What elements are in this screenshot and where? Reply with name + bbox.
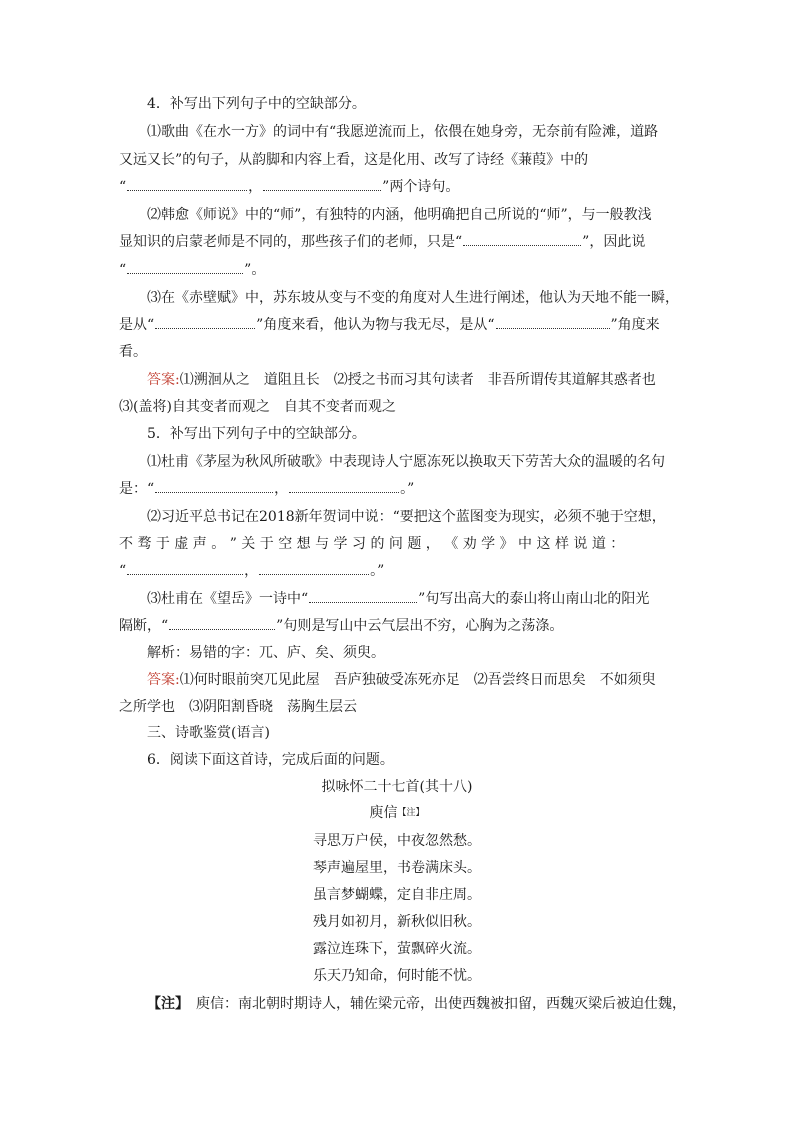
q4-p3-line2-end: ”角度来 (610, 317, 660, 333)
fill-blank[interactable] (463, 231, 581, 246)
q6-heading: 6．阅读下面这首诗，完成后面的问题。 (147, 752, 394, 768)
q5-p1-line1: ⑴杜甫《茅屋为秋风所破歌》中表现诗人宁愿冻死以换取天下劳苦大众的温暖的名句 (147, 454, 665, 470)
q4-answer-line2: ⑶(盖将)自其变者而观之 自其不变者而观之 (119, 399, 396, 415)
q4-answer-text1: ⑴溯洄从之 道阻且长 ⑵授之书而习其句读者 非吾所谓传其道解其惑者也 (179, 372, 656, 388)
poem-line: 残月如初月，新秋似旧秋。 (313, 914, 481, 930)
author-name: 庾信 (369, 805, 398, 821)
note-text: 庾信：南北朝时期诗人，辅佐梁元帝，出使西魏被扣留，西魏灭梁后被迫仕魏， (196, 996, 686, 1012)
q5-answer-text1: ⑴何时眼前突兀见此屋 吾庐独破受冻死亦足 ⑵吾尝终日而思矣 不如须臾 (179, 672, 656, 688)
fill-blank[interactable] (259, 560, 369, 575)
fill-blank[interactable] (263, 176, 381, 191)
answer-label: 答案: (147, 672, 180, 688)
fill-blank[interactable] (127, 259, 243, 274)
q5-p1-line2: 是：“ ， 。” (119, 477, 679, 501)
q4-p3-line1: ⑶在《赤壁赋》中，苏东坡从变与不变的角度对人生进行阐述，他认为天地不能一瞬， (147, 290, 679, 306)
q5-p3-line2-start: 隔断，“ (119, 618, 169, 634)
fill-blank[interactable] (127, 176, 247, 191)
q5-p2-line3-end: 。” (370, 563, 385, 579)
fill-blank[interactable] (169, 615, 275, 630)
q4-p2-line3: “ ”。 (119, 258, 679, 282)
poem-author (0, 801, 794, 825)
q4-p1-line1: ⑴歌曲《在水一方》的词中有“我愿逆流而上，依偎在她身旁，无奈前有险滩，道路 (147, 124, 659, 140)
fill-blank[interactable] (309, 588, 417, 603)
q5-p3-line1-start: ⑶杜甫在《望岳》一诗中“ (147, 591, 309, 607)
fill-blank[interactable] (496, 314, 610, 329)
q5-p2-line1: ⑵习近平总书记在2018新年贺词中说：“要把这个蓝图变为现实，必须不驰于空想， (147, 509, 666, 525)
poem-line: 露泣连珠下，萤飘碎火流。 (313, 941, 481, 957)
q4-p2-line1: ⑵韩愈《师说》中的“师”，有独特的内涵，他明确把自己所说的“师”，与一般教浅 (147, 207, 652, 223)
fill-blank[interactable] (289, 478, 399, 493)
q4-p2-line2 (119, 230, 679, 254)
note-label: 【注】 (147, 996, 182, 1012)
poem-line: 琴声遍屋里，书卷满床头。 (313, 860, 481, 876)
q4-p1-line3-end: ”两个诗句。 (382, 179, 460, 195)
poem-line: 寻思万户侯，中夜忽然愁。 (313, 833, 481, 849)
q4-heading: 4．补写出下列句子中的空缺部分。 (147, 96, 366, 112)
q5-answer-line1 (147, 668, 679, 692)
q4-p3-line2-mid: ”角度来看，他认为物与我无尽，是从“ (256, 317, 495, 333)
q4-p3-line3: 看。 (119, 344, 147, 360)
q5-answer-line2: 之所学也 ⑶阴阳割昏晓 荡胸生层云 (119, 699, 357, 715)
q5-p1-line2-start: 是：“ (119, 481, 155, 497)
poem-line: 虽言梦蝴蝶，定自非庄周。 (313, 887, 481, 903)
answer-label: 答案: (147, 372, 180, 388)
poem-note (147, 992, 707, 1016)
q5-p3-line2 (119, 614, 679, 638)
q5-heading: 5．补写出下列句子中的空缺部分。 (147, 426, 366, 442)
q4-p2-line2-start: 显知识的启蒙老师是不同的，那些孩子们的老师，只是“ (119, 234, 463, 250)
fill-blank[interactable] (155, 314, 255, 329)
q4-answer-line1 (147, 368, 679, 392)
q4-p3-line2 (119, 313, 679, 337)
q5-p3-line2-end: ”句则是写山中云气层出不穷，心胸为之荡涤。 (276, 618, 564, 634)
q4-p2-line3-end: ”。 (244, 262, 266, 278)
q5-p3-line1-end: ”句写出高大的泰山将山南山北的阳光 (418, 591, 650, 607)
section-heading: 三、诗歌鉴赏(语言) (147, 725, 270, 741)
q5-p3-line1 (147, 587, 679, 611)
q5-analysis: 解析：易错的字：兀、庐、矣、须臾。 (147, 645, 385, 661)
poem-line: 乐天乃知命，何时能不忧。 (313, 968, 481, 984)
q4-p3-line2-start: 是从“ (119, 317, 155, 333)
fill-blank[interactable] (155, 478, 273, 493)
author-note-mark: 【注】 (397, 808, 425, 818)
q4-p1-line2: 又远又长”的句子，从韵脚和内容上看，这是化用、改写了诗经《蒹葭》中的 (119, 152, 589, 168)
q5-p1-line2-end: 。” (400, 481, 415, 497)
q4-p2-line2-end: ”，因此说 (582, 234, 646, 250)
fill-blank[interactable] (127, 560, 243, 575)
q4-p1-line3: “ ， ”两个诗句。 (119, 175, 679, 199)
poem-title: 拟咏怀二十七首(其十八) (321, 779, 473, 795)
q5-p2-line2: 不 骛 于 虚 声 。 ” 关 于 空 想 与 学 习 的 问 题 ， 《 劝 学 》 中 这 样 说 道 ： (119, 536, 625, 552)
q5-p2-line3: “ ， 。” (119, 559, 679, 583)
